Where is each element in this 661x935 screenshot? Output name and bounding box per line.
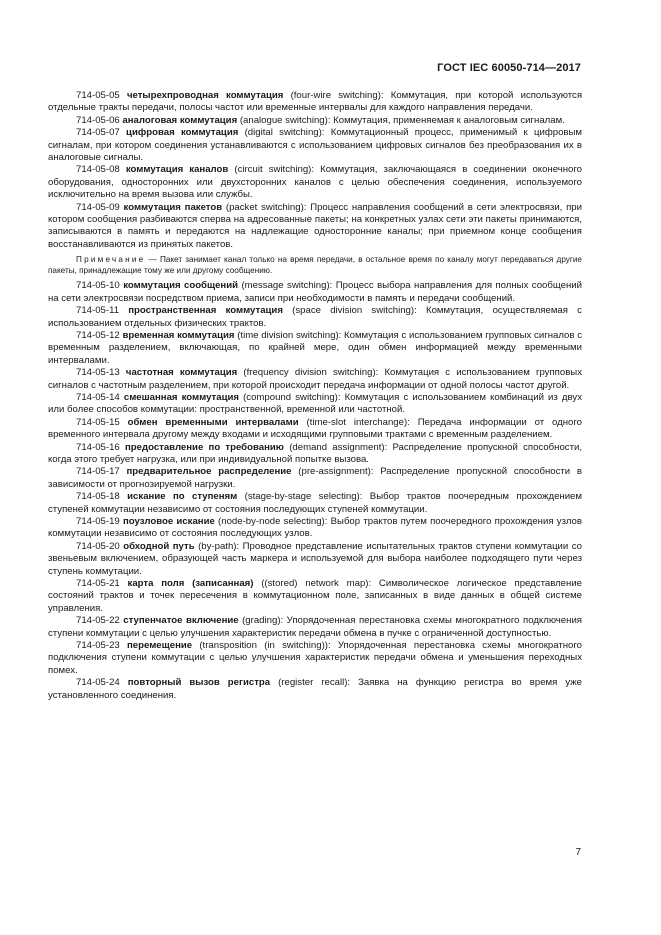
- term-entry: [48, 491, 582, 516]
- term-definition: (four-wire switching): Коммутация, при которой используются отдельные тракты передачи, полосы частот или временные интервалы для каждого направления передачи.: [48, 90, 583, 114]
- term-name: аналоговая коммутация: [122, 114, 238, 126]
- term-name: карта поля (записанная): [127, 578, 254, 590]
- term-entry: [48, 541, 582, 578]
- term-number: 714-05-19: [76, 516, 120, 527]
- term-number: 714-05-15: [76, 416, 120, 428]
- term-definition: (digital switching): Коммутационный процесс, применимый к цифровым сигналам, при котором соединения устанавливаются с использованием цифровых сигналов без преобразования их в аналоговые сигналы.: [48, 127, 582, 164]
- term-name: пространственная коммутация: [128, 305, 283, 317]
- term-number: 714-05-12: [76, 329, 120, 341]
- term-number: 714-05-22: [76, 615, 120, 627]
- term-entry: [48, 578, 582, 615]
- term-number: 714-05-18: [76, 491, 120, 503]
- term-definition: (pre-assignment): Распределение пропускной способности в зависимости от прогнозируемой нагрузки.: [48, 466, 583, 490]
- term-entry: [48, 677, 582, 702]
- term-definition: (message switching): Процесс выбора направления для полных сообщений на сети электросвязи посредством приема, записи при необходимости в память и передачи сообщений.: [48, 280, 583, 304]
- term-entry: [48, 330, 582, 367]
- entries-top-list: [48, 90, 582, 251]
- term-definition: (grading): Упорядоченная перестановка схемы многократного подключения ступени коммутации с целью улучшения характеристик передачи обмена в пучке с ограниченной доступностью.: [48, 615, 582, 639]
- term-number: 714-05-10: [76, 280, 120, 292]
- term-entry: [48, 367, 582, 392]
- term-entry: [48, 280, 582, 305]
- term-definition: ((stored) network map): Символическое логическое представление состояний трактов и точек пересечения в коммутационном поле, записанных в виде данных в общей системе управления.: [48, 578, 583, 614]
- term-definition: (register recall): Заявка на функцию регистра во время уже установленного соединения.: [48, 677, 582, 701]
- term-definition: (compound switching): Коммутация с использованием комбинаций из двух или более способов коммутации: пространственной, временной или частотной.: [48, 391, 582, 416]
- term-entry: [48, 466, 582, 491]
- note-label: Примечание: [76, 255, 146, 265]
- term-entry: [48, 202, 582, 252]
- term-name: временная коммутация: [122, 329, 235, 341]
- term-number: 714-05-23: [76, 640, 120, 652]
- term-entry: [48, 516, 582, 541]
- term-entry: [48, 615, 582, 640]
- term-number: 714-05-17: [76, 466, 120, 478]
- term-number: 714-05-24: [76, 677, 120, 689]
- term-definition: (time division switching): Коммутация с использованием групповых сигналов с временным разделением, включающая, по крайней мере, один обмен информацией между временными интервалами.: [48, 329, 583, 366]
- term-name: коммутация сообщений: [123, 280, 239, 292]
- term-entry: [48, 392, 582, 417]
- term-number: 714-05-20: [76, 540, 120, 552]
- term-name: смешанная коммутация: [123, 391, 239, 403]
- term-definition: (stage-by-stage selecting): Выбор трактов поочередным прохождением ступеней коммутации независимо от состояния последующих ступеней коммутации.: [48, 491, 582, 515]
- term-name: коммутация каналов: [125, 164, 229, 176]
- term-entry: [48, 90, 582, 115]
- term-name: поузловое искание: [123, 516, 215, 527]
- term-definition: (circuit switching): Коммутация, заключающаяся в соединении оконечного оборудования, односторонних или двухсторонних каналов с целью обеспечения соединения, используемого исключительно на время вызова или службы.: [48, 164, 582, 201]
- term-number: 714-05-08: [76, 164, 120, 176]
- term-definition: (packet switching): Процесс направления сообщений в сети электросвязи, при котором сообщения разбиваются сперва на адресованные пакеты; на конкретных узлах сети эти пакеты принимаются, записываются в память и передаются на надлежащие односторонние каналы; при приемном конце сообщения восстанавливаются из принятых пакетов.: [48, 201, 582, 250]
- document-body: [48, 90, 582, 702]
- term-definition: (time-slot interchange): Передача информации от одного временного интервала другому между входами и исходящими групповыми трактами с временным разделением.: [48, 416, 582, 441]
- term-number: 714-05-21: [76, 578, 120, 590]
- term-number: 714-05-16: [76, 441, 120, 453]
- term-entry: [48, 442, 582, 467]
- term-definition: (space division switching): Коммутация, осуществляемая с использованием отдельных физических трактов.: [48, 305, 582, 329]
- term-entry: [48, 640, 582, 677]
- term-name: ступенчатое включение: [123, 615, 239, 627]
- term-definition: (transposition (in switching)): Упорядоченная перестановка схемы многократного подключения ступени коммутации с целью улучшения характеристик передачи обмена и уменьшения переходных помех.: [48, 640, 583, 676]
- term-name: обмен временными интервалами: [127, 416, 299, 428]
- term-number: 714-05-07: [76, 127, 120, 139]
- term-name: предварительное распределение: [126, 466, 292, 478]
- term-name: предоставление по требованию: [125, 441, 284, 453]
- term-entry: [48, 305, 582, 330]
- term-definition: (analogue switching): Коммутация, применяемая к аналоговым сигналам.: [237, 114, 565, 126]
- term-definition: (demand assignment): Распределение пропускной способности, когда этого требует нагрузка, или при индивидуальной попытке вызова.: [48, 441, 582, 465]
- term-number: 714-05-05: [76, 90, 120, 101]
- term-definition: (by-path): Проводное представление испытательных трактов ступени коммутации со звеньевым включением, образующей часть маркера и используемой для выбора наиболее подходящего пути через ступень коммутации.: [48, 540, 583, 577]
- page-number: 7: [575, 847, 581, 858]
- term-entry: [48, 115, 582, 127]
- term-name: цифровая коммутация: [126, 127, 239, 139]
- document-header: ГОСТ IEC 60050-714—2017: [437, 62, 581, 74]
- term-name: обходной путь: [123, 540, 195, 552]
- term-name: перемещение: [127, 640, 193, 652]
- term-entry: [48, 164, 582, 201]
- term-definition: (frequency division switching): Коммутация с использованием групповых сигналов с частотным разделением, при которой происходит передача информации от одной полосы частот другой.: [48, 367, 582, 391]
- term-number: 714-05-13: [76, 367, 120, 379]
- note-paragraph: [48, 254, 582, 276]
- term-entry: [48, 127, 582, 164]
- term-number: 714-05-09: [76, 201, 120, 213]
- term-number: 714-05-06: [76, 114, 120, 126]
- term-name: искание по ступеням: [127, 491, 238, 503]
- entries-bottom-list: [48, 280, 582, 702]
- term-entry: [48, 417, 582, 442]
- term-name: четырехпроводная коммутация: [126, 90, 284, 101]
- term-name: коммутация пакетов: [123, 201, 223, 213]
- term-name: частотная коммутация: [125, 367, 238, 379]
- term-number: 714-05-11: [76, 305, 120, 317]
- term-definition: (node-by-node selecting): Выбор трактов путем поочередного прохождения узлов коммутации независимо от состояния последующих узлов.: [48, 516, 582, 540]
- term-name: повторный вызов регистра: [127, 677, 271, 689]
- note-text: — Пакет занимает канал только на время передачи, в остальное время по каналу могут передаваться другие пакеты, принадлежащие тому же или другому сообщению.: [48, 255, 582, 276]
- term-number: 714-05-14: [76, 391, 120, 403]
